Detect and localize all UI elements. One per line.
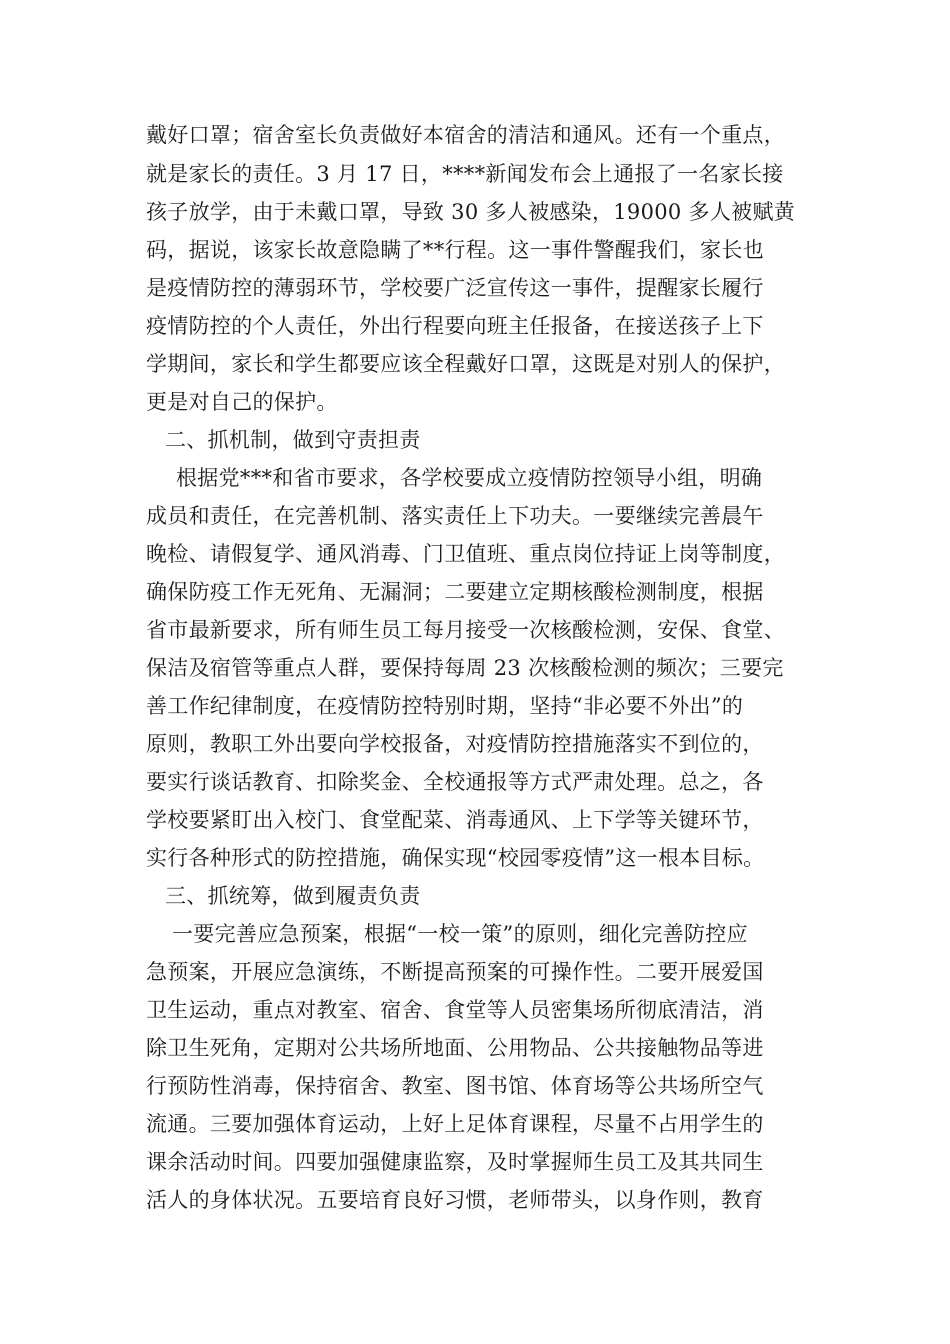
paragraph-first-line: 根据党***和省市要求，各学校要成立疫情防控领导小组，明确	[176, 466, 763, 490]
body-text-line: 行预防性消毒，保持宿舍、教室、图书馆、体育场等公共场所空气	[146, 1074, 764, 1098]
body-text-line: 善工作纪律制度，在疫情防控特别时期，坚持“非必要不外出”的	[146, 694, 744, 718]
body-text-line: 疫情防控的个人责任，外出行程要向班主任报备，在接送孩子上下	[146, 314, 764, 338]
body-text-line: 就是家长的责任。3 月 17 日，****新闻发布会上通报了一名家长接	[146, 162, 784, 186]
body-text-line: 流通。三要加强体育运动，上好上足体育课程，尽量不占用学生的	[146, 1112, 764, 1136]
body-text-line: 活人的身体状况。五要培育良好习惯，老师带头，以身作则，教育	[146, 1188, 764, 1212]
body-text-line: 码，据说，该家长故意隐瞒了**行程。这一事件警醒我们，家长也	[146, 238, 764, 262]
paragraph-first-line: 一要完善应急预案，根据“一校一策”的原则，细化完善防控应	[172, 922, 748, 946]
body-text-line: 学期间，家长和学生都要应该全程戴好口罩，这既是对别人的保护，	[146, 352, 785, 376]
body-text-line: 要实行谈话教育、扣除奖金、全校通报等方式严肃处理。总之，各	[146, 770, 764, 794]
body-text-line: 成员和责任，在完善机制、落实责任上下功夫。一要继续完善晨午	[146, 504, 764, 528]
body-text-line: 确保防疫工作无死角、无漏洞；二要建立定期核酸检测制度，根据	[146, 580, 764, 604]
section-heading: 二、抓机制，做到守责担责	[165, 428, 421, 452]
body-text-line: 孩子放学，由于未戴口罩，导致 30 多人被感染，19000 多人被赋黄	[146, 200, 796, 224]
body-text-line: 戴好口罩；宿舍室长负责做好本宿舍的清洁和通风。还有一个重点，	[146, 123, 785, 147]
body-text-line: 更是对自己的保护。	[146, 390, 338, 414]
body-text-line: 实行各种形式的防控措施，确保实现“校园零疫情”这一根本目标。	[146, 846, 765, 870]
body-text-line: 是疫情防控的薄弱环节，学校要广泛宣传这一事件，提醒家长履行	[146, 276, 764, 300]
body-text-line: 除卫生死角，定期对公共场所地面、公用物品、公共接触物品等进	[146, 1036, 764, 1060]
body-text-line: 急预案，开展应急演练，不断提高预案的可操作性。二要开展爱国	[146, 960, 764, 984]
body-text-line: 晚检、请假复学、通风消毒、门卫值班、重点岗位持证上岗等制度，	[146, 542, 785, 566]
section-heading: 三、抓统筹，做到履责负责	[165, 884, 421, 908]
body-text-line: 省市最新要求，所有师生员工每月接受一次核酸检测，安保、食堂、	[146, 618, 785, 642]
body-text-line: 保洁及宿管等重点人群，要保持每周 23 次核酸检测的频次；三要完	[146, 656, 784, 680]
body-text-line: 学校要紧盯出入校门、食堂配菜、消毒通风、上下学等关键环节，	[146, 808, 764, 832]
body-text-line: 课余活动时间。四要加强健康监察，及时掌握师生员工及其共同生	[146, 1150, 764, 1174]
body-text-line: 原则，教职工外出要向学校报备，对疫情防控措施落实不到位的，	[146, 732, 764, 756]
body-text-line: 卫生运动，重点对教室、宿舍、食堂等人员密集场所彻底清洁，消	[146, 998, 764, 1022]
